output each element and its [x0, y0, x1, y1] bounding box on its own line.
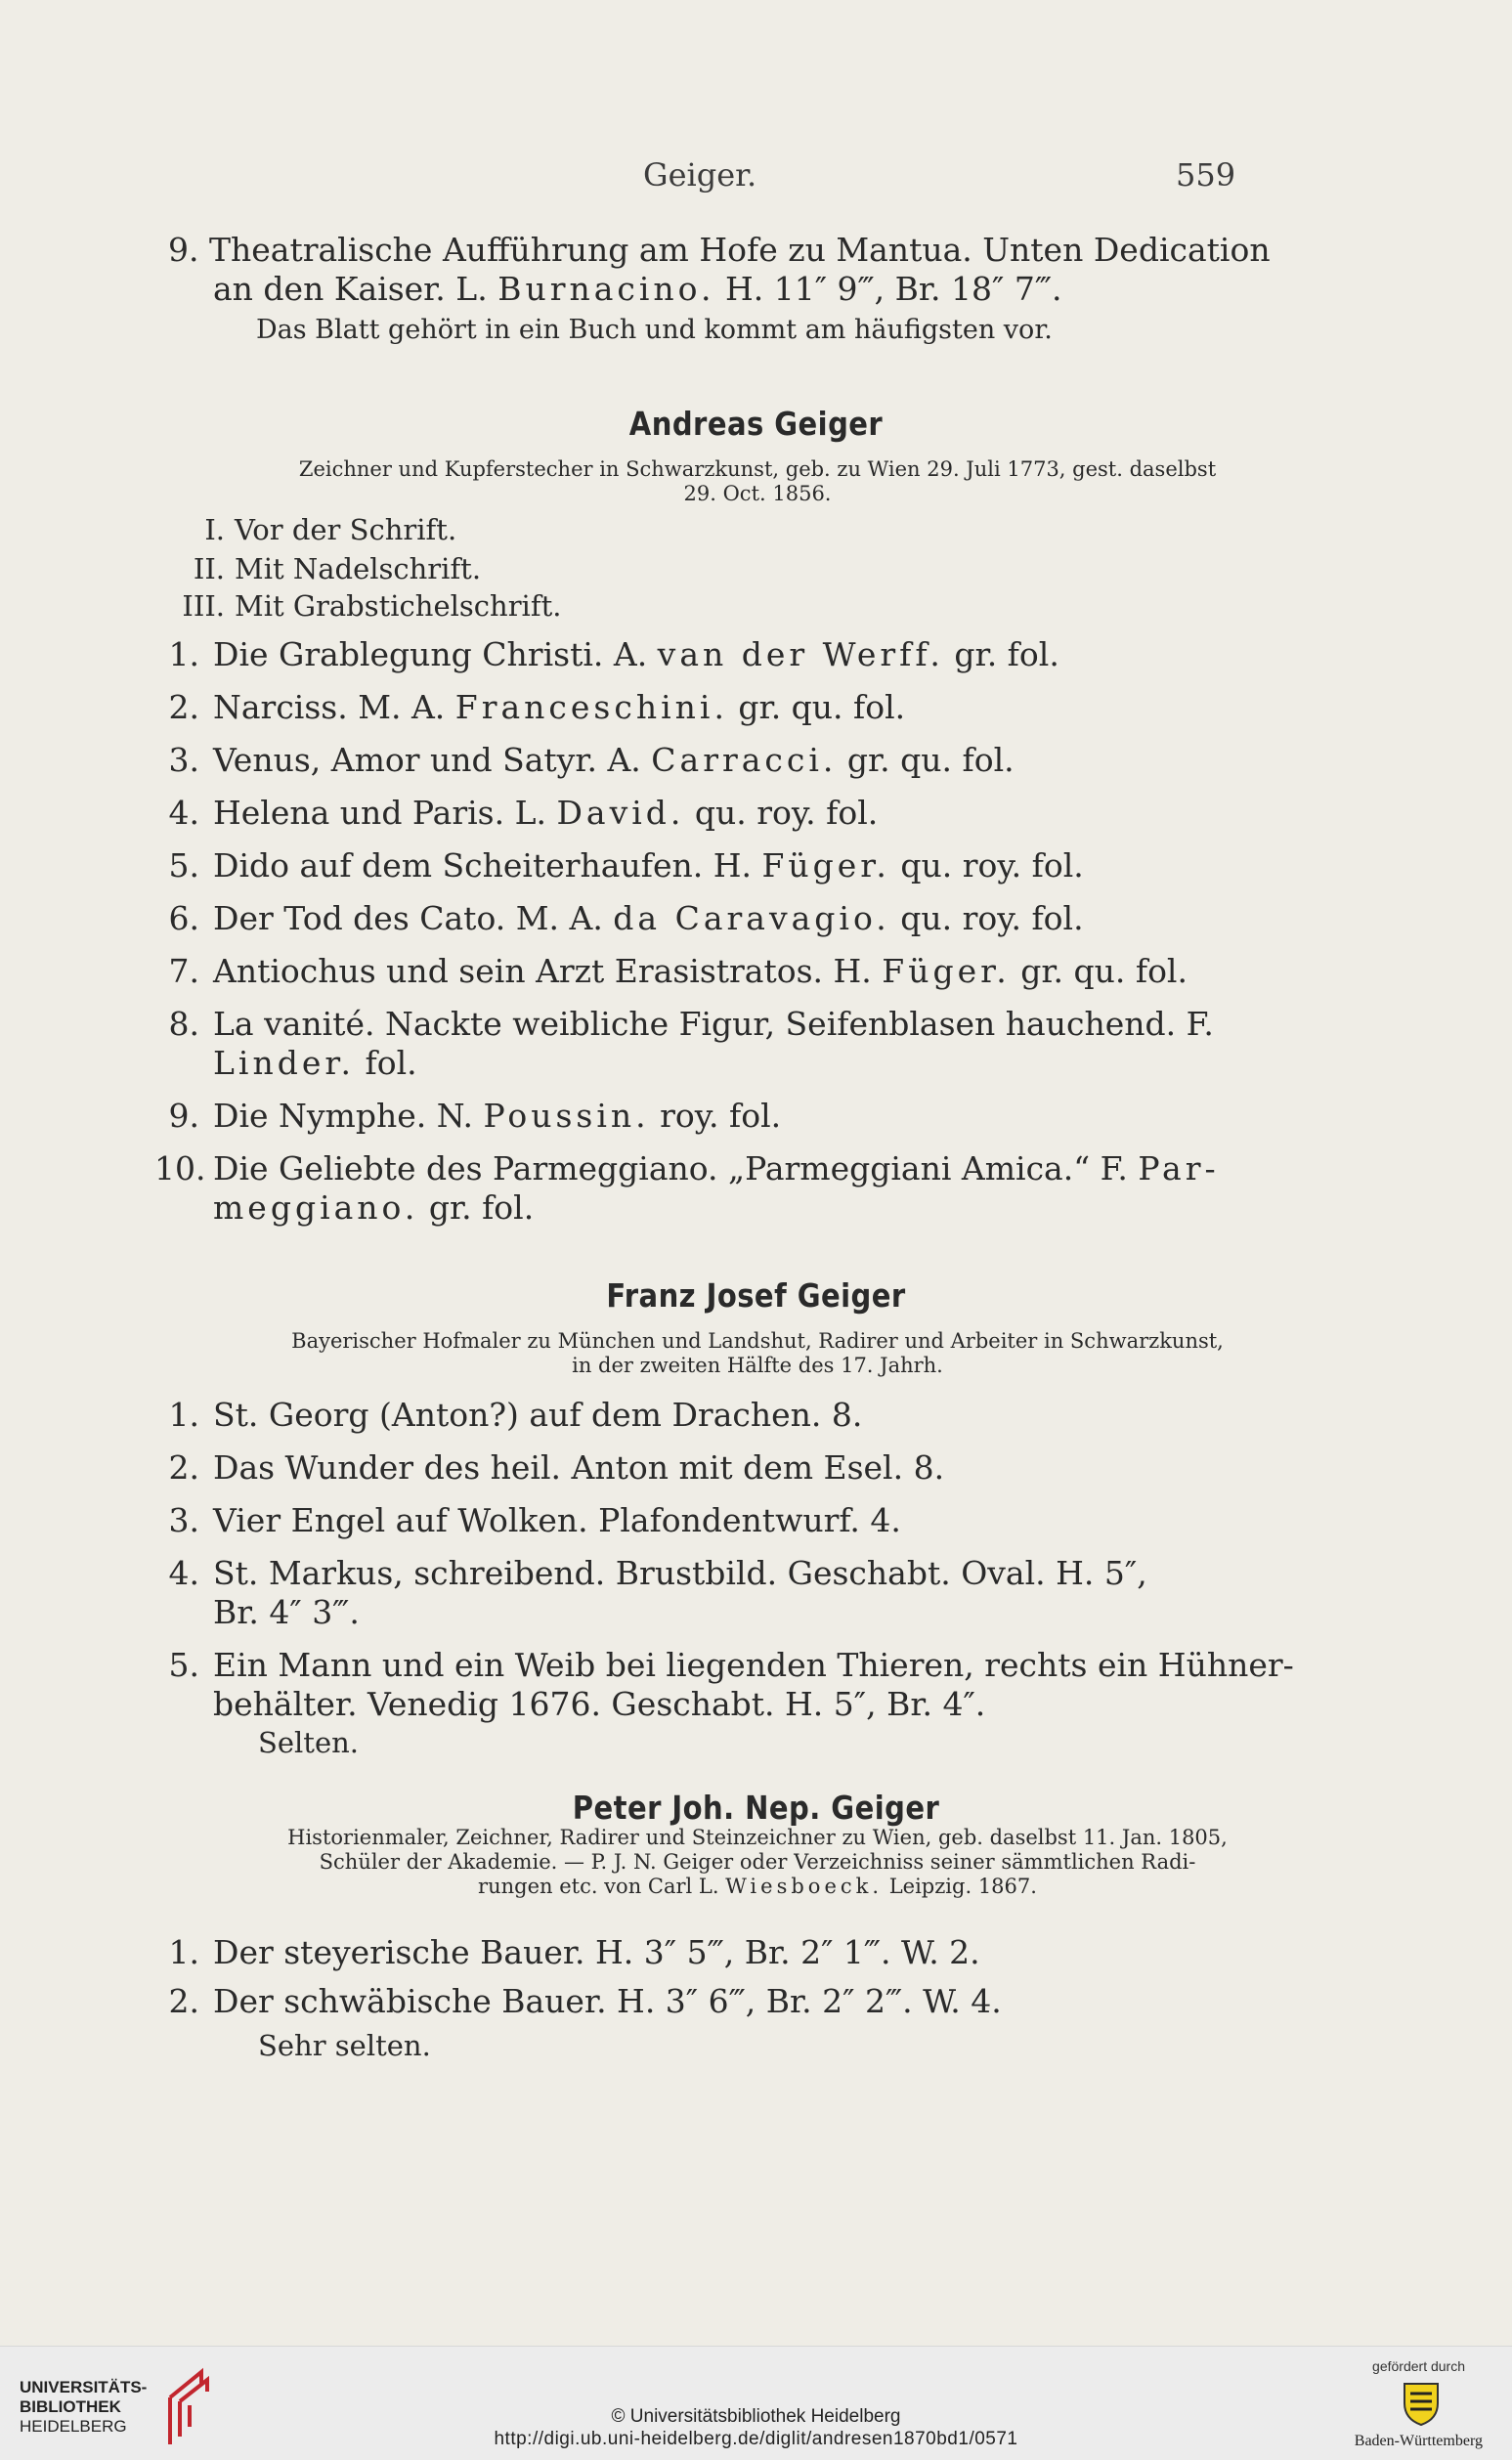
section-description: Historienmaler, Zeichner, Radirer und Steinzeichner zu Wien, geb. daselbst 11. Jan. 1805, Schüler der Akademie. — P. J. N. Geiger oder Verzeichniss seiner sämmtlichen Radi- rungen etc. von Carl L. Wiesboeck. Leipzig. 1867.: [287, 1826, 1228, 1898]
section-description: Zeichner und Kupferstecher in Schwarzkunst, geb. zu Wien 29. Juli 1773, gest. daselbst 29. Oct. 1856.: [298, 457, 1217, 505]
list-item: 1. Der steyerische Bauer. H. 3″ 5‴, Br. 2″ 1‴. W. 2.: [154, 1933, 980, 1972]
list-item: 1. St. Georg (Anton?) auf dem Drachen. 8.: [154, 1396, 862, 1435]
artist-name: van der Werff.: [657, 635, 944, 673]
list-item: Linder. fol.: [213, 1044, 417, 1082]
artist-name: Füger.: [761, 846, 890, 885]
list-item: 6. Der Tod des Cato. M. A. da Caravagio. qu. roy. fol.: [154, 899, 1084, 938]
artist-name: Poussin.: [483, 1097, 650, 1135]
artist-name: David.: [556, 794, 685, 832]
item-number: 9.: [168, 1097, 199, 1135]
state-item: II. Mit Nadelschrift.: [193, 552, 482, 585]
section-heading-peter: Peter Joh. Nep. Geiger: [572, 1789, 940, 1827]
list-item: 10. Die Geliebte des Parmeggiano. „Parmeggiani Amica.“ F. Par-: [154, 1149, 1220, 1187]
artist-name: Burnacino.: [497, 270, 715, 308]
funding-label: gefördert durch: [1372, 2358, 1465, 2374]
copyright-block: © Universitätsbibliothek Heidelberg http://digi.ub.uni-heidelberg.de/diglit/andresen1870bd1/0571: [0, 2405, 1512, 2450]
list-item: 3. Vier Engel auf Wolken. Plafondentwurf. 4.: [154, 1501, 901, 1540]
item-number: 7.: [168, 952, 199, 990]
state-item: III. Mit Grabstichelschrift.: [182, 589, 562, 623]
artist-name: da Caravagio.: [613, 899, 890, 937]
item-number: 10.: [154, 1149, 206, 1187]
section-heading-franz: Franz Josef Geiger: [606, 1276, 906, 1315]
item-number: 4.: [168, 794, 199, 832]
item-number: 4.: [168, 1554, 199, 1592]
list-item: 9. Die Nymphe. N. Poussin. roy. fol.: [154, 1097, 781, 1136]
item-number: 6.: [168, 899, 199, 937]
artist-name: Par-: [1138, 1149, 1220, 1187]
list-item: 4. St. Markus, schreibend. Brustbild. Geschabt. Oval. H. 5″,: [154, 1554, 1147, 1593]
list-item: Br. 4″ 3‴.: [213, 1593, 360, 1631]
entry-line: an den Kaiser. L. Burnacino. H. 11″ 9‴, Br. 18″ 7‴.: [213, 270, 1062, 308]
item-number: 1.: [168, 1396, 199, 1434]
footer-bar: [0, 2346, 1512, 2460]
item-number: 2.: [168, 1982, 199, 2020]
list-item: 2. Das Wunder des heil. Anton mit dem Esel. 8.: [154, 1448, 944, 1488]
list-item: 5. Dido auf dem Scheiterhaufen. H. Füger. qu. roy. fol.: [154, 846, 1084, 885]
running-head-title: Geiger.: [643, 156, 757, 194]
item-number: 8.: [168, 1005, 199, 1043]
entry-note: Selten.: [258, 1726, 360, 1759]
list-item: 5. Ein Mann und ein Weib bei liegenden Thieren, rechts ein Hühner-: [154, 1646, 1294, 1685]
item-number: 2.: [168, 688, 199, 726]
coat-of-arms-icon: [1397, 2376, 1446, 2427]
state-item: I. Vor der Schrift.: [204, 513, 457, 546]
item-number: 3.: [168, 1501, 199, 1539]
page-number: 559: [1176, 156, 1236, 194]
item-number: 2.: [168, 1448, 199, 1487]
list-item: 3. Venus, Amor und Satyr. A. Carracci. gr. qu. fol.: [154, 741, 1015, 780]
artist-name: Carracci.: [651, 741, 838, 779]
entry-line: 9. Theatralische Aufführung am Hofe zu Mantua. Unten Dedication: [168, 231, 1271, 269]
item-number: 1.: [168, 635, 199, 673]
list-item: behälter. Venedig 1676. Geschabt. H. 5″, Br. 4″.: [213, 1685, 986, 1723]
item-number: 5.: [168, 1646, 199, 1684]
artist-name: meggiano.: [213, 1188, 419, 1227]
item-number: 5.: [168, 846, 199, 885]
list-item: 8. La vanité. Nackte weibliche Figur, Seifenblasen hauchend. F.: [154, 1005, 1214, 1044]
list-item: 1. Die Grablegung Christi. A. van der Werff. gr. fol.: [154, 635, 1059, 674]
list-item: meggiano. gr. fol.: [213, 1188, 535, 1227]
list-item: 7. Antiochus und sein Arzt Erasistratos. H. Füger. gr. qu. fol.: [154, 952, 1188, 991]
section-description: Bayerischer Hofmaler zu München und Landshut, Radirer und Arbeiter in Schwarzkunst, in der zweiten Hälfte des 17. Jahrh.: [291, 1329, 1224, 1377]
list-item: 2. Der schwäbische Bauer. H. 3″ 6‴, Br. 2″ 2‴. W. 4.: [154, 1982, 1002, 2021]
entry-note: Sehr selten.: [258, 2029, 431, 2062]
permalink[interactable]: http://digi.ub.uni-heidelberg.de/diglit/andresen1870bd1/0571: [494, 2429, 1018, 2449]
list-item: 4. Helena und Paris. L. David. qu. roy. fol.: [154, 794, 878, 833]
list-item: 2. Narciss. M. A. Franceschini. gr. qu. fol.: [154, 688, 905, 727]
item-number: 3.: [168, 741, 199, 779]
library-name: UNIVERSITÄTS- BIBLIOTHEK HEIDELBERG: [20, 2378, 148, 2436]
entry-note: Das Blatt gehört in ein Buch und kommt am häufigsten vor.: [256, 315, 1053, 345]
section-heading-andreas: Andreas Geiger: [628, 405, 884, 443]
artist-name: Füger.: [882, 952, 1011, 990]
funder-name: Baden-Württemberg: [1354, 2433, 1483, 2449]
artist-name: Linder.: [213, 1044, 356, 1082]
artist-name: Franceschini.: [454, 688, 728, 726]
item-number: 1.: [168, 1933, 199, 1971]
